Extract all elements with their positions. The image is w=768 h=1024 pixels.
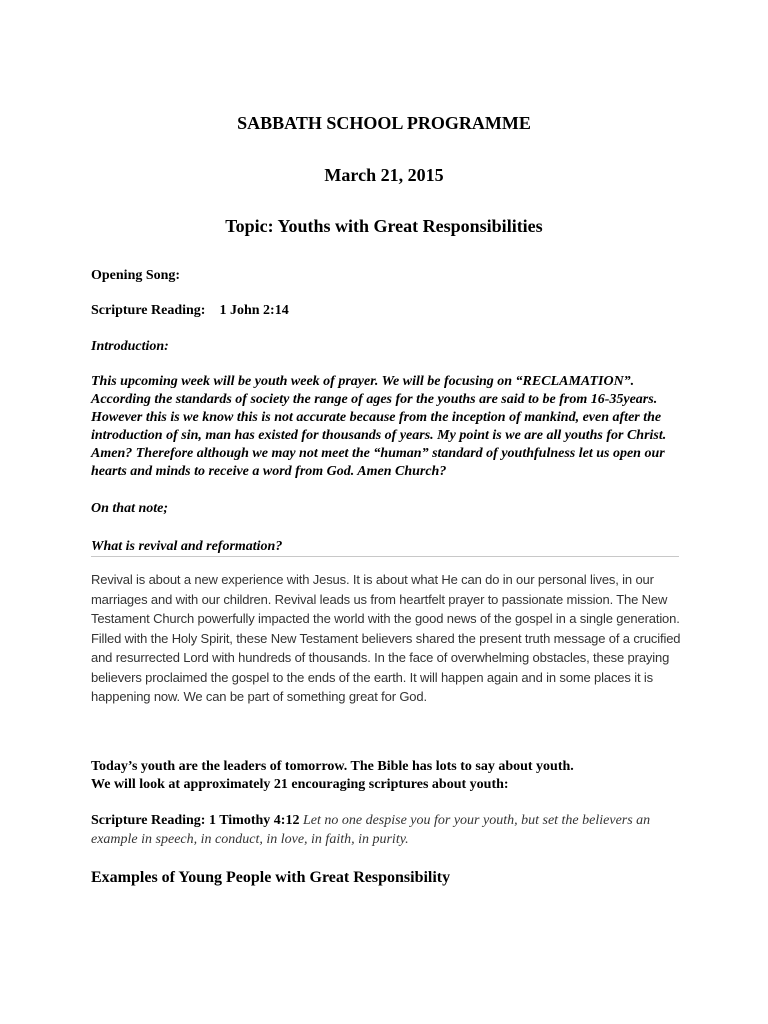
youth-line-1: Today’s youth are the leaders of tomorrow. The Bible has lots to say about youth. xyxy=(91,759,574,774)
introduction-label: Introduction: xyxy=(91,339,169,354)
youth-intro xyxy=(91,758,691,794)
examples-heading: Examples of Young People with Great Responsibility xyxy=(91,869,451,886)
scripture-reading-label: Scripture Reading: xyxy=(91,303,206,318)
scripture-timothy-quote: Let no one despise you for your youth, but set the believers an example in speech, in conduct, in love, in faith, in purity. xyxy=(91,813,651,847)
document-date: March 21, 2015 xyxy=(324,165,444,185)
on-that-note: On that note; xyxy=(91,501,169,516)
youth-line-2: We will look at approximately 21 encouraging scriptures about youth: xyxy=(91,777,509,792)
scripture-reading-ref: 1 John 2:14 xyxy=(219,303,289,318)
scripture-reading xyxy=(91,302,691,320)
scripture-timothy xyxy=(91,811,691,849)
opening-song-label: Opening Song: xyxy=(91,268,181,283)
scripture-timothy-label: Scripture Reading: 1 Timothy 4:12 xyxy=(91,813,300,828)
revival-paragraph: Revival is about a new experience with Jesus. It is about what He can do in our personal lives, in our marriages and with our children. Revival leads us from heartfelt prayer to passionate mission. The New Testament Church powerfully impacted the world with the good news of the gospel in a single generation. Filled with the Holy Spirit, these New Testament believers shared the present truth message of a crucified and resurrected Lord with hundreds of thousands. In the face of overwhelming obstacles, these praying believers proclaimed the gospel to the ends of the earth. It will happen again and in some places it is happening now. We can be part of something great for God. xyxy=(91,572,681,704)
revival-question: What is revival and reformation? xyxy=(91,539,283,554)
document-topic: Topic: Youths with Great Responsibilities xyxy=(225,216,543,236)
section-divider xyxy=(91,556,679,557)
document-title: SABBATH SCHOOL PROGRAMME xyxy=(237,113,531,133)
introduction-paragraph: This upcoming week will be youth week of prayer. We will be focusing on “RECLAMATION”. According the standards of society the range of ages for the youths are said to be from 16-35years. However this is we know this is not accurate because from the inception of mankind, even after the introduction of sin, man has existed for thousands of years. My point is we are all youths for Christ. Amen? Therefore although we may not meet the “human” standard of youthfulness let us open our hearts and minds to receive a word from God. Amen Church? xyxy=(91,374,667,479)
